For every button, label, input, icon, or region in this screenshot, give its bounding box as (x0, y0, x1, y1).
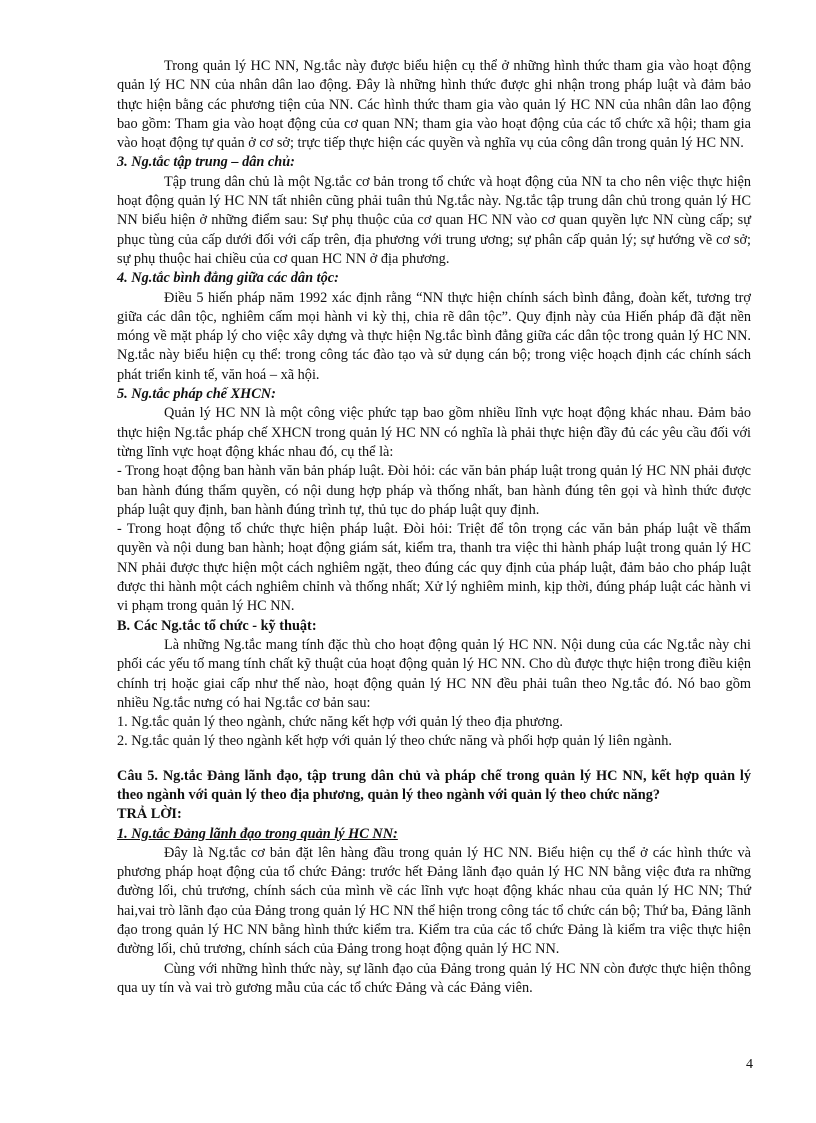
question-heading: Câu 5. Ng.tắc Đảng lãnh đạo, tập trung dân chủ và pháp chế trong quản lý HC NN, kết hợp quản lý theo ngành với quản lý theo địa phương, quản lý theo ngành với quản lý theo chức năng? (117, 767, 751, 803)
paragraph: Tập trung dân chủ là một Ng.tắc cơ bản trong tổ chức và hoạt động của NN ta cho nên việc thực hiện hoạt động quản lý HC NN tất nhiên cũng phải tuân thủ Ng.tắc này. Ng.tắc tập trung dân chủ trong quản lý HC NN biểu hiện ở những điểm sau: Sự phụ thuộc của cơ quan HC NN vào cơ quan quyền lực NN cùng cấp; sự phục tùng của cấp dưới đối với cấp trên, địa phương với trung ương; sự phân cấp quản lý; sự hướng về cơ sở; sự phụ thuộc hai chiều của cơ quan HC NN ở địa phương. (117, 173, 751, 267)
paragraph: Là những Ng.tắc mang tính đặc thù cho hoạt động quản lý HC NN. Nội dung của các Ng.tắc này chi phối các yếu tố mang tính chất kỹ thuật của hoạt động quản lý HC NN. Cho dù được thực hiện trong điều kiện chính trị hoặc giai cấp như thế nào, hoạt động quản lý HC NN đều phải tuân theo Ng.tắc đó. Nó bao gồm nhiều Ng.tắc nưng có hai Ng.tắc cơ bản sau: (117, 636, 751, 711)
paragraph: Điều 5 hiến pháp năm 1992 xác định rằng “NN thực hiện chính sách bình đẳng, đoàn kết, tương trợ giữa các dân tộc, nghiêm cấm mọi hành vi kỳ thị, chia rẽ dân tộc”. Quy định này của Hiến pháp đã đặt nền móng về mặt pháp lý cho việc xây dựng và thực hiện Ng.tắc bình đẳng giữa các dân tộc trong quản lý HC NN. Ng.tắc này biểu hiện cụ thể: trong công tác đào tạo và sử dụng cán bộ; trong việc hoạch định các chính sách phát triển kinh tế, văn hoá – xã hội. (117, 289, 751, 383)
paragraph: Đây là Ng.tắc cơ bản đặt lên hàng đầu trong quản lý HC NN. Biểu hiện cụ thể ở các hình thức và phương pháp hoạt động của tổ chức Đảng: trước hết Đảng lãnh đạo quản lý HC NN bằng việc đưa ra những đường lối, chủ trương, chính sách của mình về các lĩnh vực hoạt động khác nhau của quản lý HC NN; Thứ hai,vai trò lãnh đạo của Đảng trong quản lý HC NN thể hiện trong công tác tổ chức cán bộ; Thứ ba, Đảng lãnh đạo trong quản lý HC NN bằng hình thức kiểm tra. Kiểm tra của các tổ chức Đảng là kiểm tra việc thực hiện đường lối, chủ trương, chính sách của Đảng trong hoạt động quản lý HC NN. (117, 844, 751, 958)
answer-heading: TRẢ LỜI: (117, 806, 182, 823)
section-heading: 3. Ng.tắc tập trung – dân chủ: (117, 154, 295, 171)
section-heading: 1. Ng.tắc Đảng lãnh đạo trong quản lý HC NN: (117, 825, 398, 842)
spacer (117, 752, 751, 767)
section-heading: 4. Ng.tắc bình đẳng giữa các dân tộc: (117, 270, 339, 287)
page-content (117, 57, 751, 998)
list-item: - Trong hoạt động ban hành văn bản pháp luật. Đòi hỏi: các văn bản pháp luật trong quản lý HC NN phải được ban hành đúng thẩm quyền, có nội dung hợp pháp và thống nhất, ban hành đúng tên gọi và hình thức được pháp luật quy định, ban hành đúng trình tự, thủ tục do pháp luật quy định. (117, 463, 751, 518)
page-number: 4 (746, 1057, 753, 1072)
section-heading: 5. Ng.tắc pháp chế XHCN: (117, 386, 276, 403)
paragraph: Trong quản lý HC NN, Ng.tắc này được biểu hiện cụ thể ở những hình thức tham gia vào hoạt động quản lý HC NN của nhân dân lao động. Đây là những hình thức được ghi nhận trong pháp luật và đảm bảo thực hiện bằng các phương tiện của NN. Các hình thức tham gia vào quản lý HC NN của nhân dân lao động bao gồm: Tham gia vào hoạt động của cơ quan NN; tham gia vào hoạt động của các tổ chức xã hội; tham gia vào hoạt động tự quản ở cơ sở; trực tiếp thực hiện các quyền và nghĩa vụ của công dân trong quản lý HC NN. (117, 58, 751, 152)
paragraph: Cùng với những hình thức này, sự lãnh đạo của Đảng trong quản lý HC NN còn được thực hiện thông qua uy tín và vai trò gương mẫu của các tổ chức Đảng và các Đảng viên. (117, 960, 751, 996)
list-item: 2. Ng.tắc quản lý theo ngành kết hợp với quản lý theo chức năng và phối hợp quản lý liên ngành. (117, 733, 672, 750)
list-item: - Trong hoạt động tổ chức thực hiện pháp luật. Đòi hỏi: Triệt để tôn trọng các văn bản pháp luật về thẩm quyền và nội dung ban hành; hoạt động giám sát, kiểm tra, thanh tra việc thi hành pháp luật trong quản lý HC NN phải được thực hiện một cách nghiêm ngặt, theo đúng các quy định của pháp luật, đảm bảo cho pháp luật được thi hành một cách nghiêm chỉnh và thống nhất; Xử lý nghiêm minh, kịp thời, đúng pháp luật các hành vi vi phạm trong quản lý HC NN. (117, 521, 751, 615)
list-item: 1. Ng.tắc quản lý theo ngành, chức năng kết hợp với quản lý theo địa phương. (117, 714, 563, 731)
section-heading: B. Các Ng.tắc tổ chức - kỹ thuật: (117, 617, 317, 634)
paragraph: Quản lý HC NN là một công việc phức tạp bao gồm nhiều lĩnh vực hoạt động khác nhau. Đảm bảo thực hiện Ng.tắc pháp chế XHCN trong quản lý HC NN có nghĩa là phải thực hiện đầy đủ các yêu cầu đối với từng lĩnh vực hoạt động khác nhau đó, cụ thể là: (117, 405, 751, 460)
